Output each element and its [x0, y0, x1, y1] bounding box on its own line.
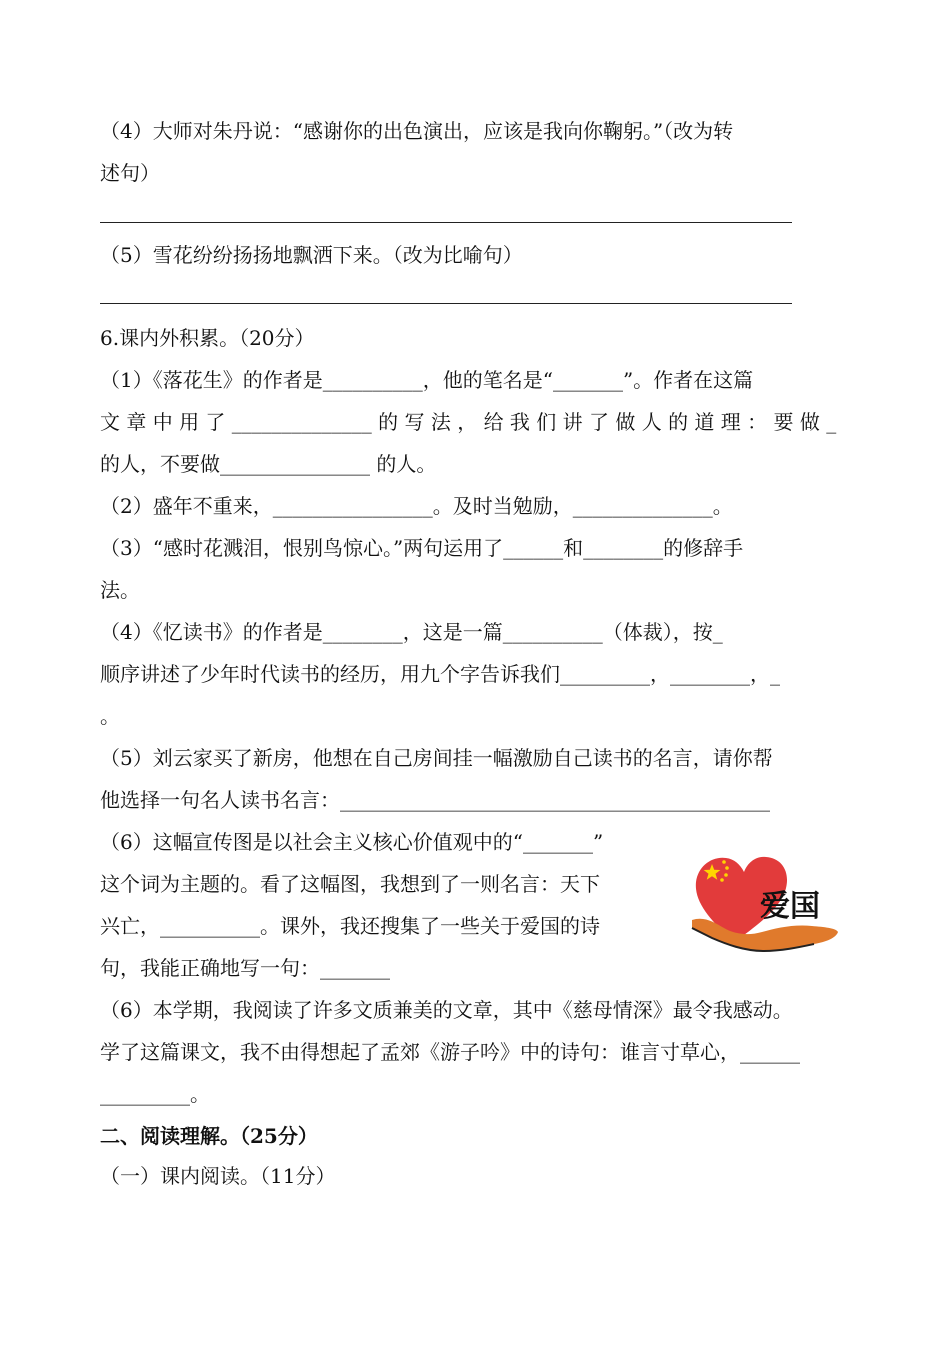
emblem-label: 爱国 [760, 889, 820, 924]
q5-item4-line2: 述句） [100, 161, 160, 185]
q6-line: 。 [100, 704, 120, 728]
flag-small-star-icon [722, 860, 726, 864]
flag-small-star-icon [725, 866, 729, 870]
flag-small-star-icon [724, 873, 728, 877]
q6-line: （6）本学期，我阅读了许多文质兼美的文章，其中《慈母情深》最令我感动。 [100, 998, 793, 1022]
q6-line: （5）刘云家买了新房，他想在自己房间挂一幅激励自己读书的名言，请你帮 [100, 746, 773, 770]
part2-heading: 二、阅读理解。（25分） [100, 1124, 318, 1148]
q6-line: 顺序讲述了少年时代读书的经历，用九个字告诉我们_________，________，_ [100, 662, 780, 686]
q6-line: 的人，不要做_______________ 的人。 [100, 452, 437, 476]
answer-line[interactable] [100, 303, 792, 304]
q5-item5: （5）雪花纷纷扬扬地飘洒下来。（改为比喻句） [100, 243, 523, 267]
q6-line: _________。 [100, 1082, 210, 1106]
part2-subheading: （一）课内阅读。（11分） [100, 1164, 336, 1188]
q6-line: 学了这篇课文，我不由得想起了孟郊《游子吟》中的诗句：谁言寸草心，______ [100, 1040, 800, 1064]
answer-line[interactable] [100, 222, 792, 223]
q6-line: 文 章 中 用 了 ______________ 的 写 法 ， 给 我 们 讲 了 做 人 的 道 理 ： 要 做 _ [100, 410, 837, 434]
flag-small-star-icon [720, 878, 724, 882]
q6-line: 他选择一句名人读书名言：___________________________________________ [100, 788, 770, 812]
q6-line: （6）这幅宣传图是以社会主义核心价值观中的“_______” [100, 830, 604, 854]
patriotism-heart-hand-icon [690, 850, 840, 955]
q6-line: 这个词为主题的。看了这幅图，我想到了一则名言：天下 [100, 872, 600, 896]
q5-item4-line1: （4）大师对朱丹说：“感谢你的出色演出，应该是我向你鞠躬。”（改为转 [100, 119, 734, 143]
q6-line: （2）盛年不重来，________________。及时当勉励，______________。 [100, 494, 733, 518]
q6-line: 兴亡，__________。课外，我还搜集了一些关于爱国的诗 [100, 914, 600, 938]
q6-line: 法。 [100, 578, 140, 602]
q6-heading: 6.课内外积累。（20分） [100, 326, 315, 350]
q6-line: （3）“感时花溅泪，恨别鸟惊心。”两句运用了______和________的修辞手 [100, 536, 744, 560]
q6-line: （4）《忆读书》的作者是________，这是一篇__________（体裁），按_ [100, 620, 723, 644]
q6-line: 句，我能正确地写一句：_______ [100, 956, 390, 980]
q6-line: （1）《落花生》的作者是__________，他的笔名是“_______”。作者在这篇 [100, 368, 754, 392]
